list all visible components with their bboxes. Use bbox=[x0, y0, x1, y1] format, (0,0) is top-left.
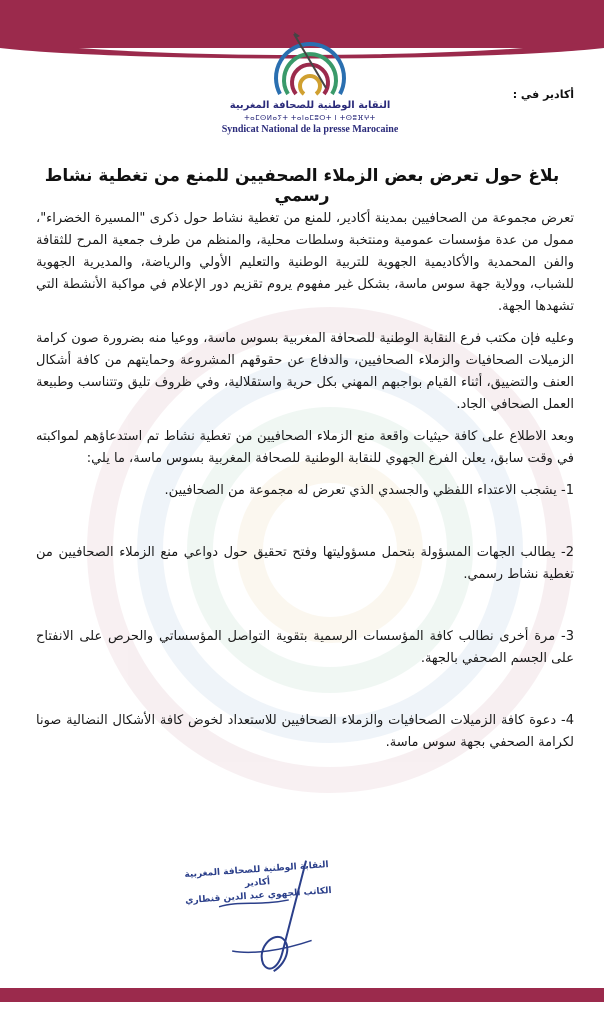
union-logo bbox=[210, 28, 410, 138]
logo-amazigh-name: ⵜⴰⵎⵙⵍⴰⵢⵜ ⵜⴰⵏⴰⵎⵓⵔⵜ ⵏ ⵜⵙⵓⴼⵖⵜ bbox=[244, 114, 376, 122]
footer-band bbox=[0, 988, 604, 1002]
handwritten-signature bbox=[156, 847, 365, 991]
document-title: بلاغ حول تعرض بعض الزملاء الصحفيين للمنع من تغطية نشاط رسمي bbox=[44, 166, 560, 206]
document-body bbox=[36, 208, 574, 754]
stamp-line-2: أكادير bbox=[244, 877, 271, 889]
demand-item-3: 3- مرة أخرى نطالب كافة المؤسسات الرسمية بتقوية التواصل المؤسساتي والحرص على الانفتاح على الجسم الصحفي بالجهة. bbox=[36, 629, 574, 666]
paragraph-2: وعليه فإن مكتب فرع النقابة الوطنية للصحافة المغربية بسوس ماسة، ووعيا منه بضرورة صون كرامة الزميلات الصحافيات والزملاء الصحافيين، والدفاع عن حقوقهم المشروعة وحمايتهم من كافة أشكال العنف والتضييق، أثناء القيام بواجبهم المهني بكل حرية واستقلالية، وفي ظروف تليق وتتناسب وطبيعة العمل الصحافي الجاد. bbox=[36, 331, 574, 412]
logo-arabic-name: النقابة الوطنية للصحافة المغربية bbox=[229, 100, 391, 111]
paragraph-3: وبعد الاطلاع على كافة حيثيات واقعة منع الزملاء الصحافيين من تغطية نشاط تم استدعاؤهم لمواكبته في وقت سابق، يعلن الفرع الجهوي للنقابة الوطنية للصحافة المغربية بسوس ماسة، ما يلي: bbox=[36, 429, 574, 466]
demand-item-2: 2- يطالب الجهات المسؤولة بتحمل مسؤوليتها وفتح تحقيق حول دواعي منع الزملاء الصحافيين من تغطية نشاط رسمي. bbox=[36, 545, 574, 582]
stamp-line-1: النقابة الوطنية للصحافة المغربية bbox=[184, 860, 329, 881]
logo-french-name: Syndicat National de la presse Marocaine bbox=[221, 124, 399, 135]
demand-item-4: 4- دعوة كافة الزميلات الصحافيات والزملاء الصحافيين للاستعداد لخوض كافة الأشكال النضالية صونا لكرامة الصحفي بجهة سوس ماسة. bbox=[36, 713, 574, 750]
paragraph-1: تعرض مجموعة من الصحافيين بمدينة أكادير، للمنع من تغطية نشاط حول ذكرى "المسيرة الخضراء"، ممول من عدة مؤسسات عمومية ومنتخبة وسلطات محلية، والمنظم من طرف جمعية المرح للثقافة والفن المحمدية والأكاديمية الجهوية للتربية الوطنية والتعليم الأولي والرياضة، والمديرية الجهوية للشباب، وولاية جهة سوس ماسة، بشكل غير مفهوم يروم تقزيم دور الإعلام في مواكبة الأنشطة التي تشهدها الجهة. bbox=[36, 211, 574, 314]
stamp-signature bbox=[176, 859, 343, 980]
union-emblem-icon bbox=[210, 28, 410, 100]
stamp-line-3: الكاتب الجهوي عبد الدين قنطاري bbox=[184, 885, 332, 907]
demand-item-1: 1- يشجب الاعتداء اللفظي والجسدي الذي تعرض له مجموعة من الصحافيين. bbox=[164, 483, 574, 498]
place-date-line: أكادير في : bbox=[512, 88, 574, 101]
